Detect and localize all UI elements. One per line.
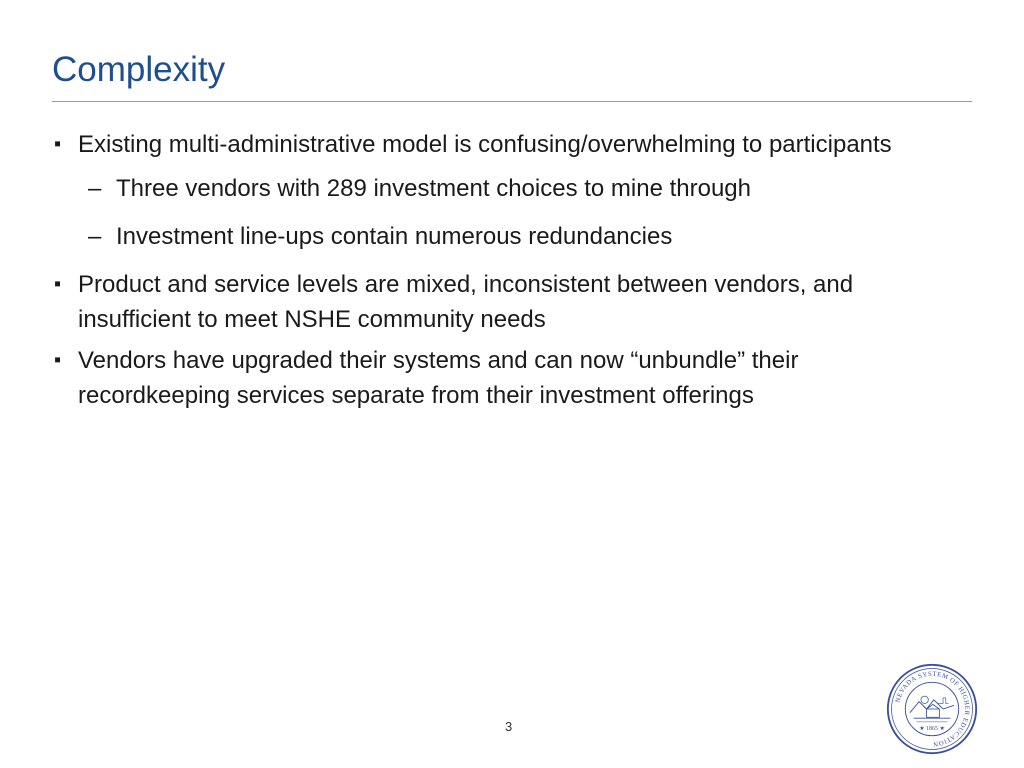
sub-bullet-item xyxy=(52,171,952,206)
svg-text:★ 1865 ★: ★ 1865 ★ xyxy=(919,726,945,733)
dash-bullet-icon: – xyxy=(88,223,102,250)
svg-text:NEVADA SYSTEM OF HIGHER EDUCAT: NEVADA SYSTEM OF HIGHER EDUCATION xyxy=(894,670,971,748)
bullet-text: Vendors have upgraded their systems and can now “unbundle” their recordkeeping services separate from their investment offerings xyxy=(78,347,799,409)
square-bullet-icon: ▪ xyxy=(54,273,62,295)
dash-bullet-icon: – xyxy=(88,175,102,202)
bullet-text: Existing multi-administrative model is confusing/overwhelming to participants xyxy=(78,131,892,158)
nshe-seal-logo xyxy=(886,663,978,755)
bullet-item xyxy=(52,343,952,413)
square-bullet-icon: ▪ xyxy=(54,133,62,155)
title-divider xyxy=(52,101,972,102)
square-bullet-icon: ▪ xyxy=(54,349,62,371)
slide-title: Complexity xyxy=(52,50,226,89)
sub-bullet-text: Three vendors with 289 investment choices to mine through xyxy=(116,175,752,202)
sub-bullet-item xyxy=(52,219,952,254)
page-number: 3 xyxy=(505,719,513,734)
bullet-item xyxy=(52,127,952,162)
sub-bullet-text: Investment line-ups contain numerous redundancies xyxy=(116,223,673,250)
slide-body xyxy=(52,127,952,419)
bullet-item xyxy=(52,267,952,337)
bullet-text: Product and service levels are mixed, inconsistent between vendors, and insufficient to meet NSHE community needs xyxy=(78,271,854,333)
